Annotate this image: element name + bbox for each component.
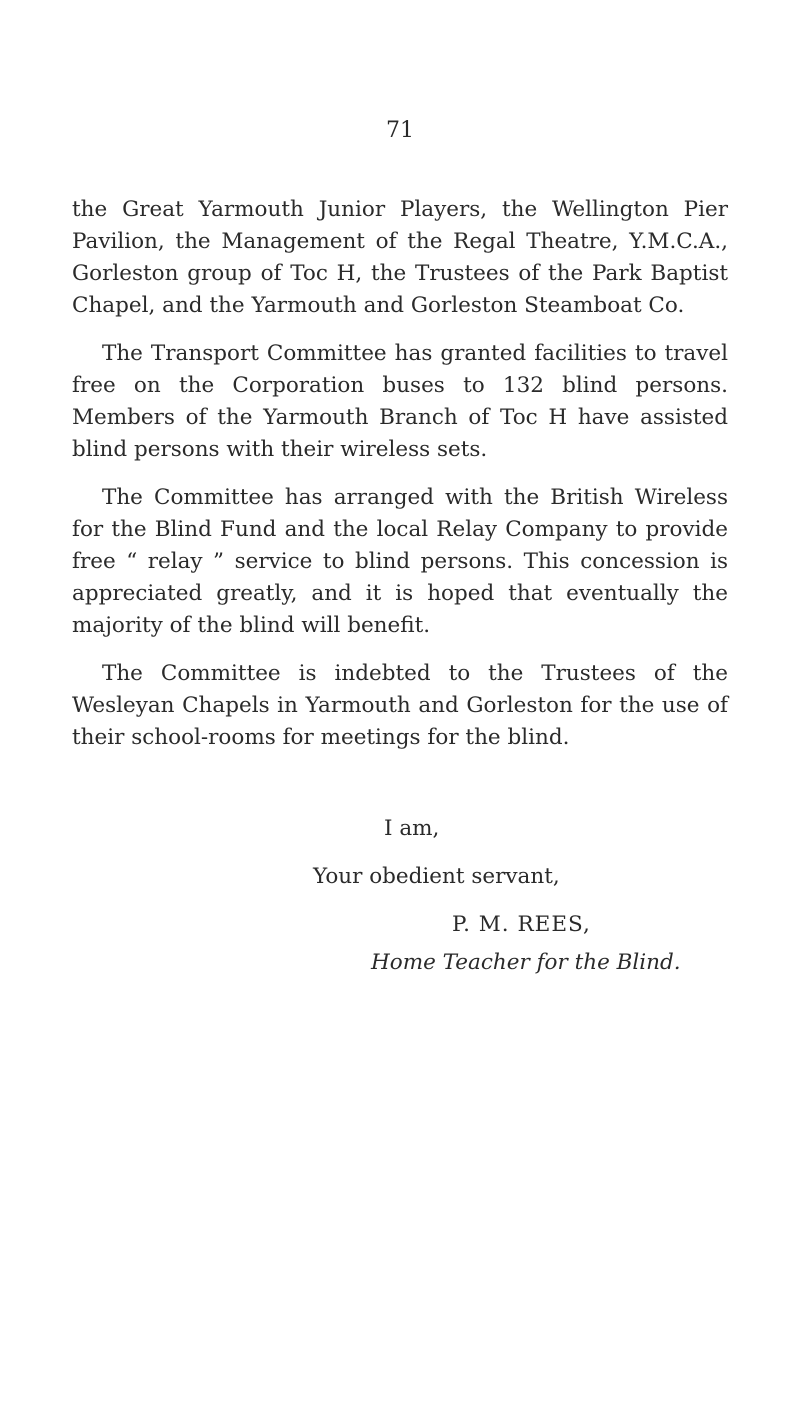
closing-salutation: I am, [384, 816, 440, 841]
paragraph-transport: The Transport Committee has granted facilities to travel free on the Corporation buses to 132 blind persons. Members of the Yarmouth Branch of Toc H have assisted blind persons with their wireless sets. [72, 341, 728, 462]
closing-servant: Your obedient servant, [313, 864, 560, 889]
signature-title: Home Teacher for the Blind. [371, 950, 681, 975]
paragraph-wireless: The Committee has arranged with the British Wireless for the Blind Fund and the local Relay Company to provide free “ relay ” service to blind persons. This concession is appreciated greatly, and it is hoped that eventually the majority of the blind will benefit. [72, 485, 728, 638]
signature-name: P. M. REES, [452, 912, 591, 937]
paragraph-wesleyan: The Committee is indebted to the Trustees of the Wesleyan Chapels in Yarmouth and Gorleston for the use of their school-rooms for meetings for the blind. [72, 661, 728, 750]
page-number: 71 [386, 118, 414, 143]
paragraph-continuation: the Great Yarmouth Junior Players, the Wellington Pier Pavilion, the Management of the Regal Theatre, Y.M.C.A., Gorleston group of Toc H, the Trustees of the Park Baptist Chapel, and the Yarmouth and Gorleston Steamboat Co. [72, 197, 728, 318]
